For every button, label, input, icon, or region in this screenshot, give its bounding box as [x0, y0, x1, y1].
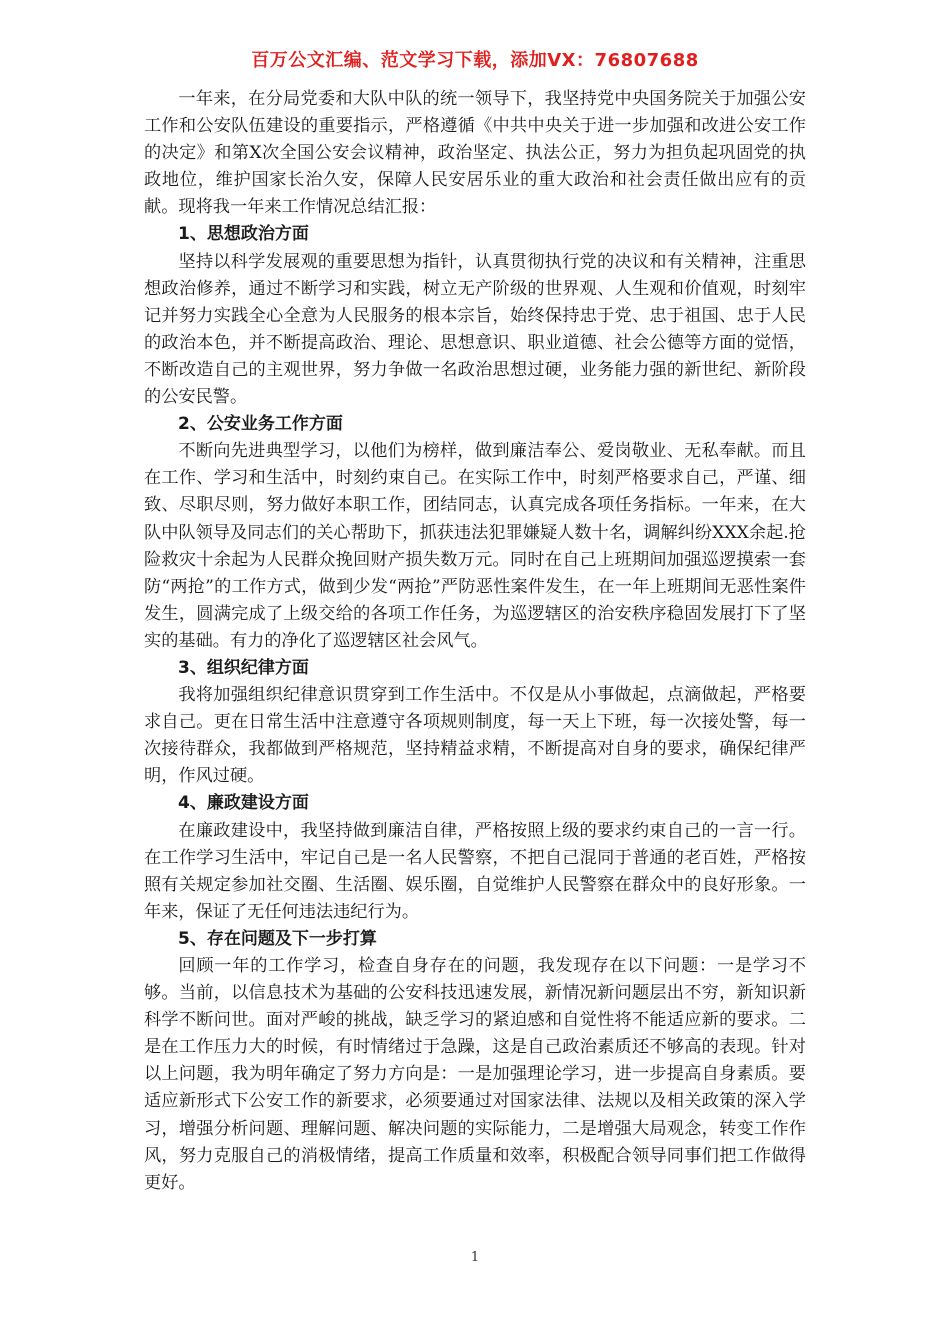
section-body-police-work: 不断向先进典型学习，以他们为榜样，做到廉洁奉公、爱岗敬业、无私奉献。而且在工作、学习和生活中，时刻约束自己。在实际工作中，时刻严格要求自己，严谨、细致、尽职尽则，努力做好本职工作，团结同志，认真完成各项任务指标。一年来，在大队中队领导及同志们的关心帮助下，抓获违法犯罪嫌疑人数十名，调解纠纷XXX余起.抢险救灾十余起为人民群众挽回财产损失数万元。同时在自己上班期间加强巡逻摸索一套防“两抢”的工作方式，做到少发“两抢”严防恶性案件发生，在一年上班期间无恶性案件发生，圆满完成了上级交给的各项工作任务，为巡逻辖区的治安秩序稳固发展打下了坚实的基础。有力的净化了巡逻辖区社会风气。	[144, 441, 806, 651]
section-heading-police-work: 2、公安业务工作方面	[178, 414, 343, 435]
document-body	[144, 86, 806, 1197]
section-heading-discipline: 3、组织纪律方面	[178, 657, 309, 678]
watermark-banner: 百万公文汇编、范文学习下载，添加VX：76807688	[251, 50, 699, 71]
section-body-discipline: 我将加强组织纪律意识贯穿到工作生活中。不仅是从小事做起，点滴做起，严格要求自己。更在日常生活中注意遵守各项规则制度，每一天上下班，每一次接处警，每一次接待群众，我都做到严格规范，坚持精益求精，不断提高对自身的要求，确保纪律严明，作风过硬。	[144, 685, 806, 787]
section-heading-ideology: 1、思想政治方面	[178, 224, 309, 245]
page-number: 1	[470, 1250, 480, 1265]
section-body-ideology: 坚持以科学发展观的重要思想为指针，认真贯彻执行党的决议和有关精神，注重思想政治修养，通过不断学习和实践，树立无产阶级的世界观、人生观和价值观，时刻牢记并努力实践全心全意为人民服务的根本宗旨，始终保持忠于党、忠于祖国、忠于人民的政治本色，并不断提高政治、理论、思想意识、职业道德、社会公德等方面的觉悟，不断改造自己的主观世界，努力争做一名政治思想过硬，业务能力强的新世纪、新阶段的公安民警。	[144, 251, 806, 408]
section-body-integrity: 在廉政建设中，我坚持做到廉洁自律，严格按照上级的要求约束自己的一言一行。在工作学习生活中，牢记自己是一名人民警察，不把自己混同于普通的老百姓，严格按照有关规定参加社交圈、生活圈、娱乐圈，自觉维护人民警察在群众中的良好形象。一年来，保证了无任何违法违纪行为。	[144, 820, 806, 922]
section-heading-problems-plans: 5、存在问题及下一步打算	[178, 928, 377, 949]
section-heading-integrity: 4、廉政建设方面	[178, 793, 309, 814]
section-body-problems-plans: 回顾一年的工作学习，检查自身存在的问题，我发现存在以下问题：一是学习不够。当前，以信息技术为基础的公安科技迅速发展，新情况新问题层出不穷，新知识新科学不断问世。面对严峻的挑战，缺乏学习的紧迫感和自觉性将不能适应新的要求。二是在工作压力大的时候，有时情绪过于急躁，这是自己政治素质还不够高的表现。针对以上问题，我为明年确定了努力方向是：一是加强理论学习，进一步提高自身素质。要适应新形式下公安工作的新要求，必须要通过对国家法律、法规以及相关政策的深入学习，增强分析问题、理解问题、解决问题的实际能力，二是增强大局观念，转变工作作风，努力克服自己的消极情绪，提高工作质量和效率，积极配合领导同事们把工作做得更好。	[144, 956, 806, 1193]
intro-paragraph: 一年来，在分局党委和大队中队的统一领导下，我坚持党中央国务院关于加强公安工作和公安队伍建设的重要指示，严格遵循《中共中央关于进一步加强和改进公安工作的决定》和第X次全国公安会议精神，政治坚定、执法公正，努力为担负起巩固党的执政地位，维护国家长治久安，保障人民安居乐业的重大政治和社会责任做出应有的贡献。现将我一年来工作情况总结汇报：	[144, 89, 806, 218]
